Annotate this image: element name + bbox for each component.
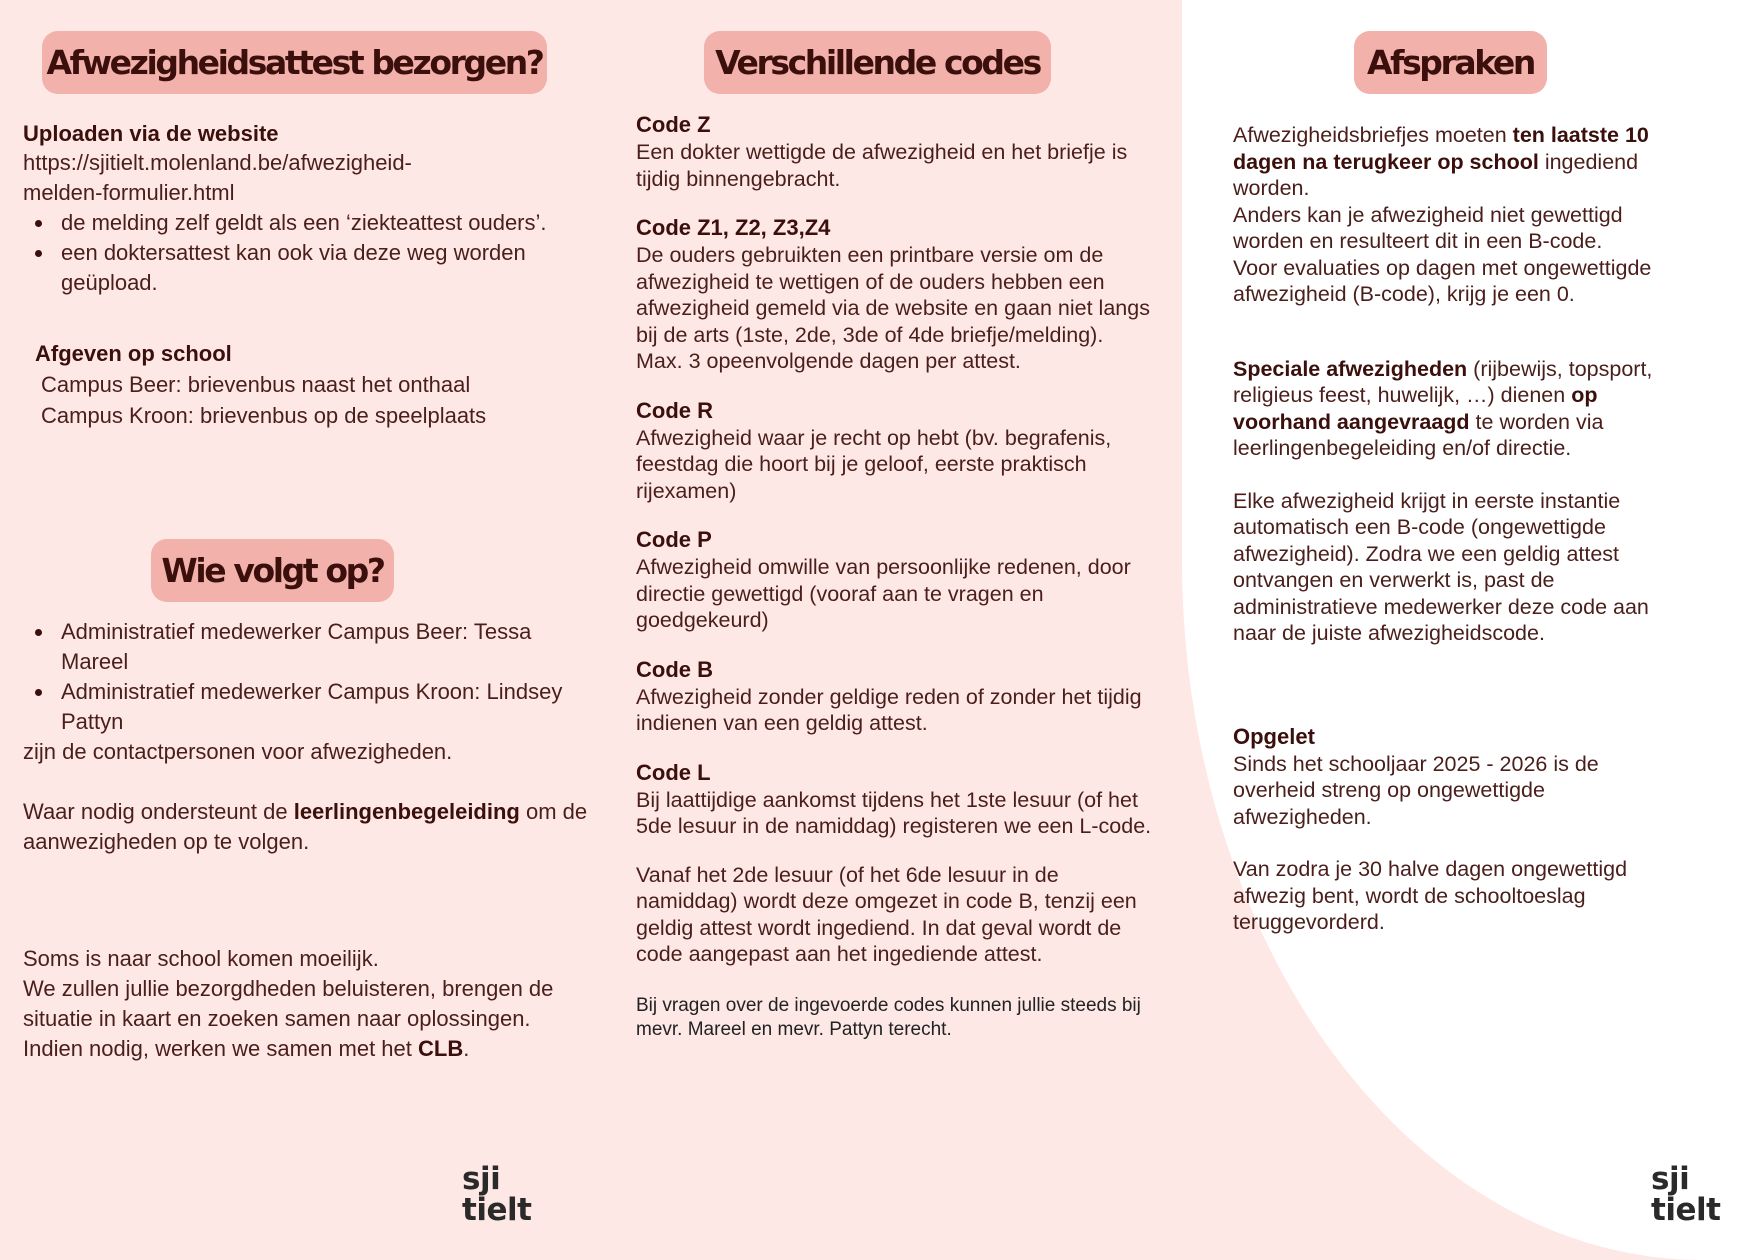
hard-text: Soms is naar school komen moeilijk. We zullen jullie bezorgdheden beluisteren, brengen de situatie in kaart en zoeken samen naar oplossingen. [23, 946, 554, 1031]
code-label: Code R [636, 397, 713, 423]
upload-url: https://sjitielt.molenland.be/afwezigheid- melden-formulier.html [23, 150, 412, 205]
code-description: Bij laattijdige aankomst tijdens het 1ste lesuur (of het 5de lesuur in de namiddag) registeren we een L-code. [636, 787, 1152, 838]
logo-sji-tielt: sji tielt [462, 1161, 532, 1228]
clb-text: Indien nodig, werken we samen met het CLB. [23, 1036, 470, 1061]
codes-note: Bij vragen over de ingevoerde codes kunnen jullie steeds bij mevr. Mareel en mevr. Pattyn terecht. [636, 994, 1141, 1040]
afspraken-p1: Afwezigheidsbriefjes moeten ten laatste 10 dagen na terugkeer op school ingediend worden. Anders kan je afwezigheid niet gewettigd worden en resulteert dit in een B-code. Voor evaluaties op dagen met ongewettigde afwezigheid (B-code), krijg je een 0. [1233, 123, 1652, 306]
code-b [636, 656, 1156, 737]
left-follow-section [23, 617, 588, 857]
code-label: Code P [636, 527, 712, 552]
code-r [636, 397, 1156, 505]
afspraken-p3: Elke afwezigheid krijgt in eerste instantie automatisch een B-code (ongewettigde afwezigheid). Zodra we een geldig attest ontvangen en verwerkt is, past de administratieve medewerker deze code aan naar de juiste afwezigheidscode. [1233, 488, 1649, 645]
code-label: Code L [636, 759, 711, 785]
title-codes: Verschillende codes [704, 31, 1051, 94]
code-l-extra: Vanaf het 2de lesuur (of het 6de lesuur in de namiddag) wordt deze omgezet in code B, tenzij een geldig attest wordt ingediend. In dat geval wordt de code aangepast aan het ingediende attest. [636, 862, 1137, 966]
code-description: Afwezigheid omwille van persoonlijke redenen, door directie gewettigd (vooraf aan te vragen en goedgekeurd) [636, 555, 1131, 632]
code-z1-z4 [636, 214, 1156, 375]
list-item: Administratief medewerker Campus Kroon: Lindsey Pattyn [61, 677, 581, 737]
code-description: Een dokter wettigde de afwezigheid en het briefje is tijdig binnengebracht. [636, 140, 1128, 191]
code-description: Afwezigheid waar je recht op hebt (bv. begrafenis, feestdag die hoort bij je geloof, eerste praktisch rijexamen) [636, 425, 1112, 503]
list-item: de melding zelf geldt als een ‘ziekteattest ouders’. [61, 208, 551, 238]
code-l [636, 759, 1156, 840]
code-label: Code B [636, 656, 713, 682]
support-text: Waar nodig ondersteunt de leerlingenbegeleiding om de aanwezigheden op te volgen. [23, 799, 588, 854]
title-afspraken: Afspraken [1354, 31, 1547, 94]
school-line: Campus Beer: brievenbus naast het onthaal [41, 372, 471, 397]
code-description: Afwezigheid zonder geldige reden of zonder het tijdig indienen van een geldig attest. [636, 684, 1142, 735]
upload-bullets [23, 208, 551, 298]
follow-text: zijn de contactpersonen voor afwezigheden. [23, 739, 453, 764]
left-hard-section [23, 944, 583, 1064]
opgelet-heading: Opgelet [1233, 723, 1315, 749]
opgelet-text: Sinds het schooljaar 2025 - 2026 is de overheid streng op ongewettigde afwezigheden. [1233, 751, 1599, 829]
code-z [636, 111, 1156, 192]
afspraken-section [1233, 122, 1668, 936]
title-attest: Afwezigheidsattest bezorgen? [42, 31, 547, 94]
code-label: Code Z [636, 112, 711, 137]
school-line: Campus Kroon: brievenbus op de speelplaats [41, 403, 487, 428]
codes-section [636, 111, 1156, 1042]
title-follow-up: Wie volgt op? [151, 539, 394, 602]
upload-heading: Uploaden via de website [23, 121, 279, 146]
school-heading: Afgeven op school [35, 341, 232, 366]
list-item: Administratief medewerker Campus Beer: Tessa Mareel [61, 617, 581, 677]
follow-bullets [23, 617, 581, 737]
left-upload-section [23, 120, 583, 298]
code-p [636, 526, 1156, 634]
afspraken-p2: Speciale afwezigheden (rijbewijs, topsport, religieus feest, huwelijk, …) dienen op voorhand aangevraagd te worden via leerlingenbegeleiding en/of directie. [1233, 356, 1653, 460]
afspraken-p4: Van zodra je 30 halve dagen ongewettigd afwezig bent, wordt de schooltoeslag teruggevorderd. [1233, 857, 1628, 934]
left-school-section [35, 340, 595, 431]
list-item: een doktersattest kan ook via deze weg worden geüpload. [61, 238, 551, 298]
code-label: Code Z1, Z2, Z3,Z4 [636, 215, 831, 240]
logo-sji-tielt: sji tielt [1651, 1161, 1721, 1228]
code-description: De ouders gebruikten een printbare versie om de afwezigheid te wettigen of de ouders hebben een afwezigheid gemeld via de website en gaan niet langs bij de arts (1ste, 2de, 3de of 4de briefje/melding). Max. 3 opeenvolgende dagen per attest. [636, 243, 1150, 373]
